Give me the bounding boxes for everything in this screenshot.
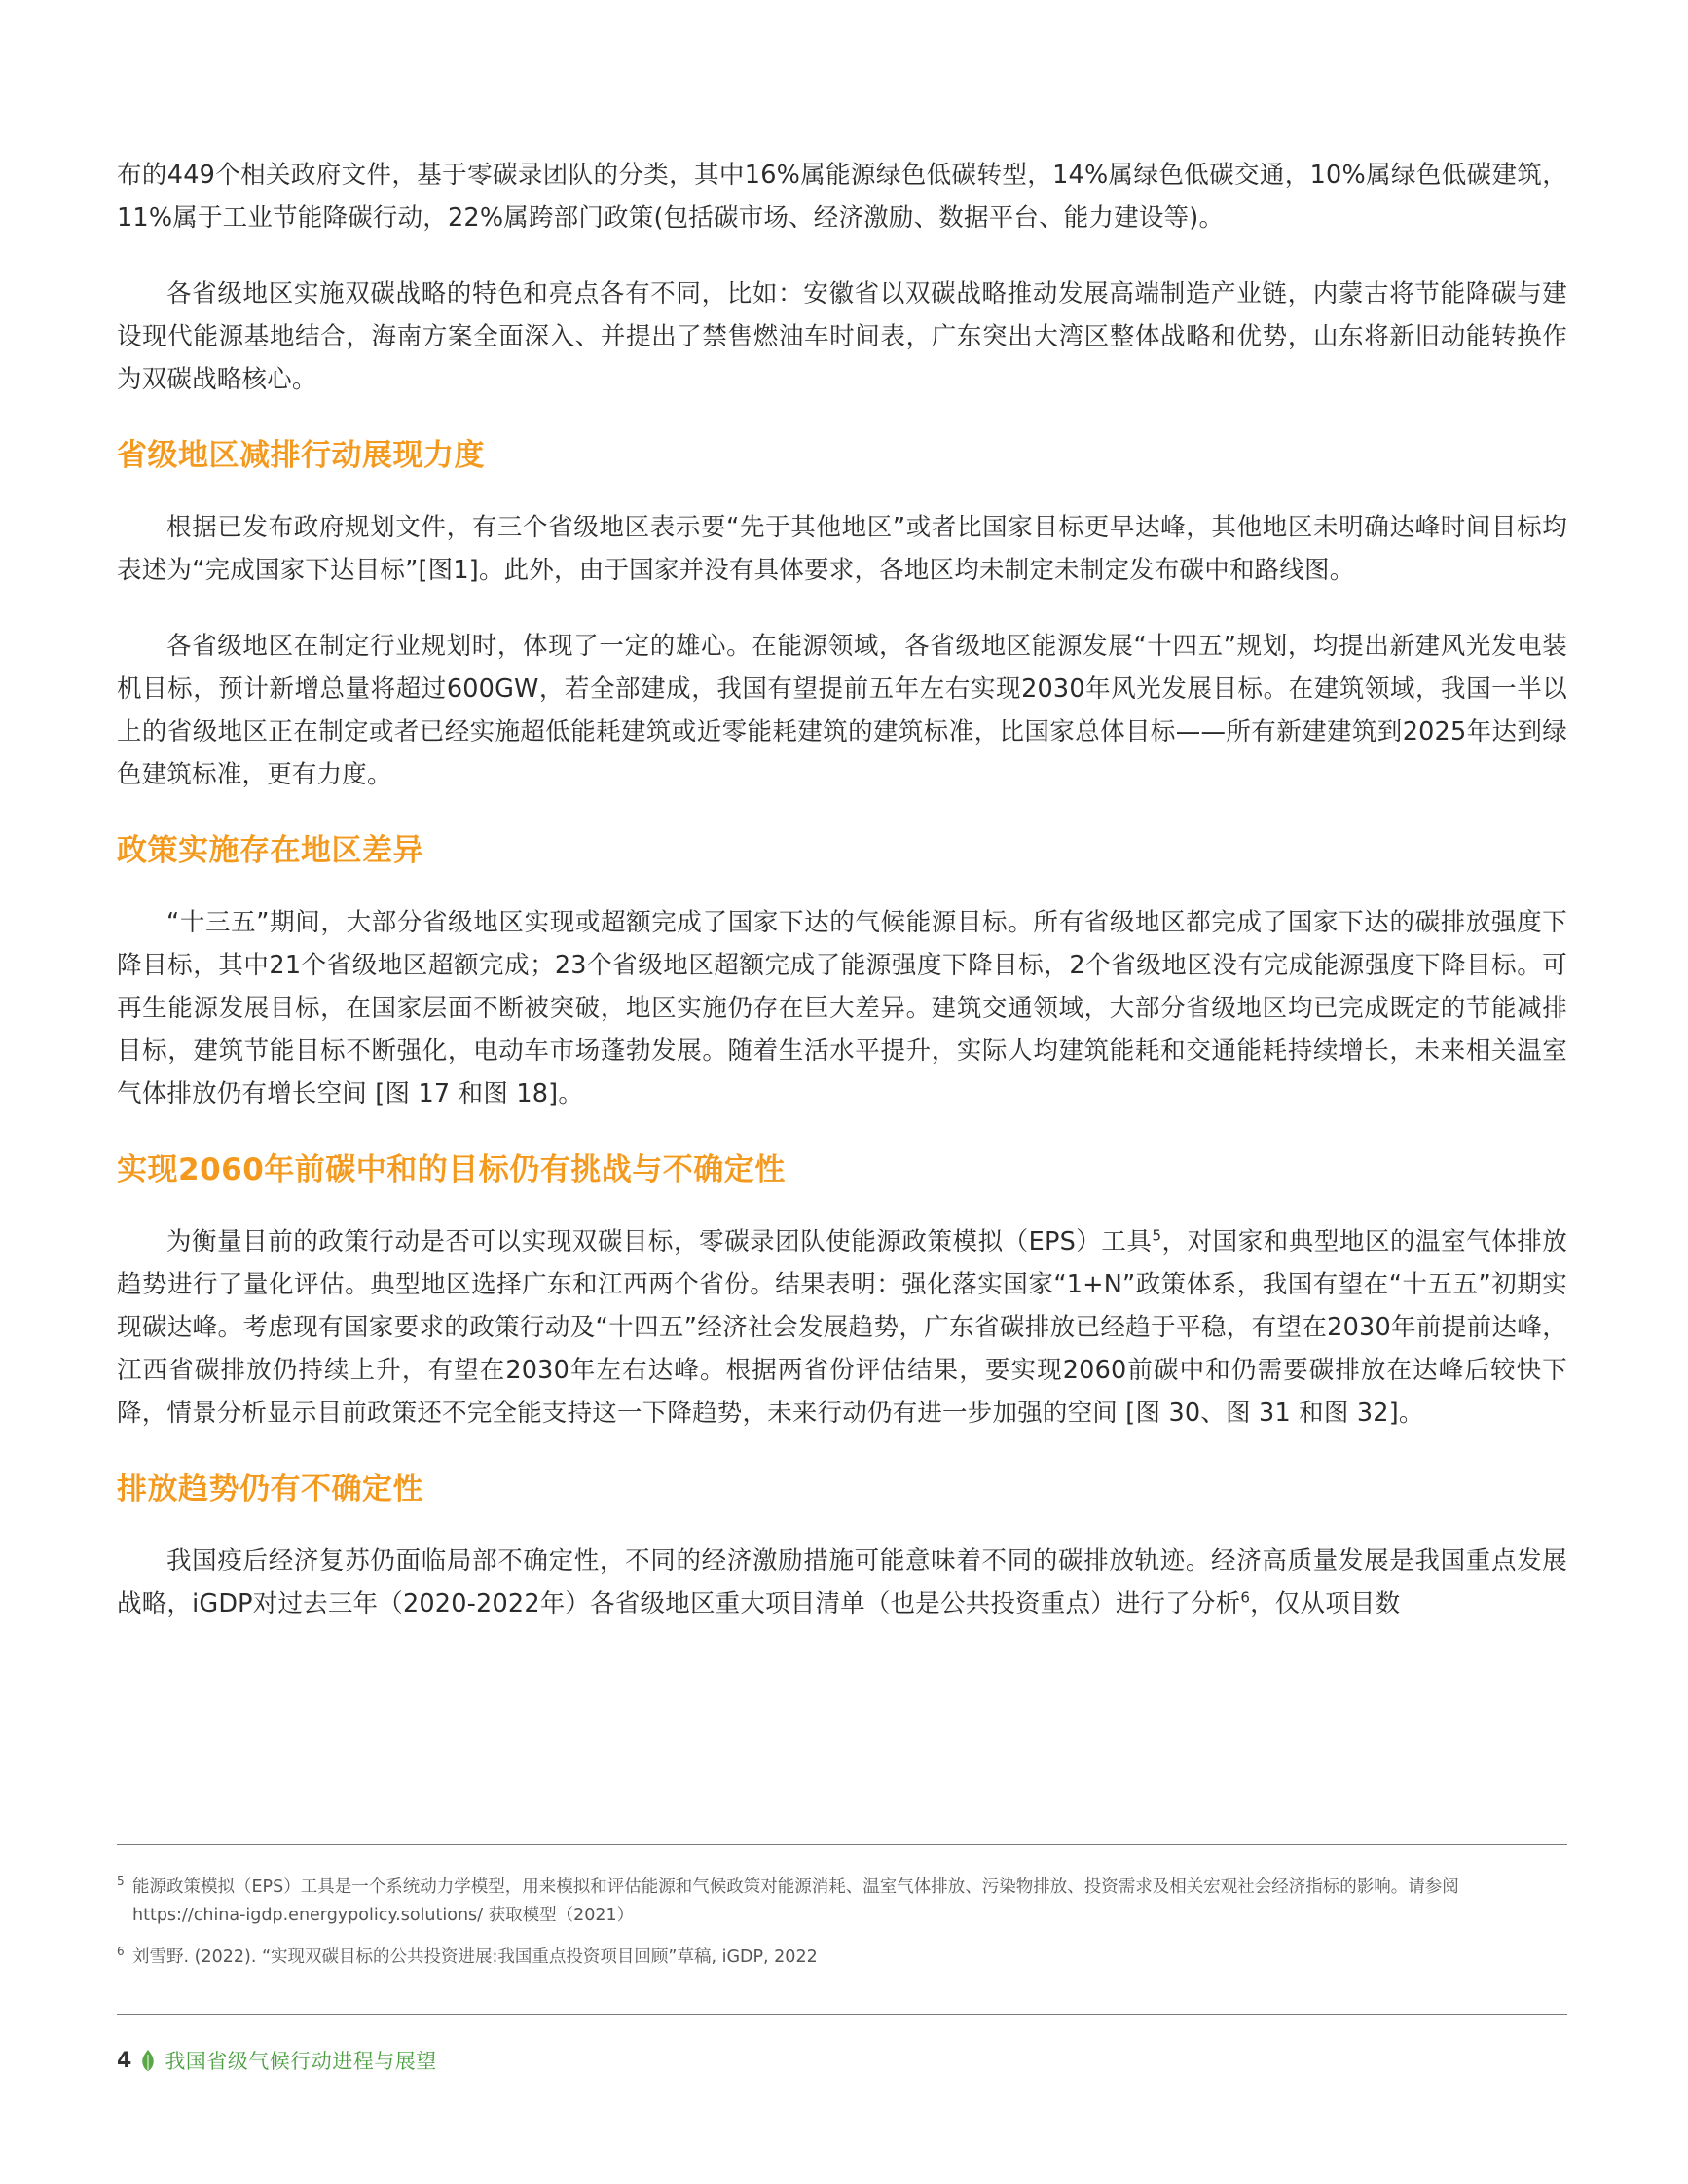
footnote-ref-6[interactable]: 6 (1240, 1588, 1251, 1607)
footer-divider (117, 2014, 1567, 2015)
page-number: 4 (117, 2048, 132, 2073)
paragraph-provincial-highlights: 各省级地区实施双碳战略的特色和亮点各有不同，比如：安徽省以双碳战略推动发展高端制造产业链，内蒙古将节能降碳与建设现代能源基地结合，海南方案全面深入、并提出了禁售燃油车时间表，广东突出大湾区整体战略和优势，山东将新旧动能转换作为双碳战略核心。 (117, 279, 1567, 394)
paragraph-recovery-text-b: ，仅从项目数 (1250, 1589, 1401, 1619)
paragraph-13th-five-year: “十三五”期间，大部分省级地区实现或超额完成了国家下达的气候能源目标。所有省级地区都完成了国家下达的碳排放强度下降目标，其中21个省级地区超额完成；23个省级地区超额完成了能源强度下降目标，2个省级地区没有完成能源强度下降目标。可再生能源发展目标，在国家层面不断被突破，地区实施仍存在巨大差异。建筑交通领域，大部分省级地区均已完成既定的节能减排目标，建筑节能目标不断强化，电动车市场蓬勃发展。随着生活水平提升，实际人均建筑能耗和交通能耗持续增长，未来相关温室气体排放仍有增长空间 [图 17 和图 18]。 (117, 908, 1567, 1109)
section-heading-emission-actions: 省级地区减排行动展现力度 (117, 438, 485, 473)
section-heading-2060-challenges: 实现2060年前碳中和的目标仍有挑战与不确定性 (117, 1152, 786, 1187)
footnote-6 (117, 1944, 1548, 1972)
page-footer (117, 2044, 437, 2077)
paragraph-policy-classification: 布的449个相关政府文件，基于零碳录团队的分类，其中16%属能源绿色低碳转型，14%属绿色低碳交通，10%属绿色低碳建筑，11%属于工业节能降碳行动，22%属跨部门政策(包括碳市场、经济激励、数据平台、能力建设等)。 (117, 161, 1567, 233)
footnote-number: 6 (117, 1945, 125, 1958)
footnote-number: 5 (117, 1875, 125, 1888)
footnote-text: 刘雪野. (2022). “实现双碳目标的公共投资进展:我国重点投资项目回顾”草稿, iGDP, 2022 (132, 1947, 818, 1967)
section-heading-emission-uncertainty: 排放趋势仍有不确定性 (117, 1472, 423, 1507)
paragraph-eps-text-a: 为衡量目前的政策行动是否可以实现双碳目标，零碳录团队使能源政策模拟（EPS）工具 (166, 1227, 1153, 1256)
paragraph-eps-assessment (117, 1220, 1567, 1435)
footnote-ref-5[interactable]: 5 (1152, 1226, 1162, 1245)
footnotes (117, 1874, 1548, 1985)
report-title: 我国省级气候行动进程与展望 (165, 2050, 437, 2073)
footnote-divider (117, 1844, 1567, 1845)
paragraph-recovery-text-a: 我国疫后经济复苏仍面临局部不确定性，不同的经济激励措施可能意味着不同的碳排放轨迹。经济高质量发展是我国重点发展战略，iGDP对过去三年（2020-2022年）各省级地区重大项目清单（也是公共投资重点）进行了分析 (117, 1547, 1567, 1619)
leaf-icon (141, 2049, 155, 2072)
main-content (117, 154, 1567, 1658)
footnote-5 (117, 1874, 1548, 1930)
paragraph-recovery-uncertainty (117, 1540, 1567, 1625)
footnote-text: 能源政策模拟（EPS）工具是一个系统动力学模型，用来模拟和评估能源和气候政策对能源消耗、温室气体排放、污染物排放、投资需求及相关宏观社会经济指标的影响。请参阅https://china-igdp.energypolicy.solutions/ 获取模型（2021） (132, 1877, 1459, 1925)
paragraph-sector-ambition: 各省级地区在制定行业规划时，体现了一定的雄心。在能源领域，各省级地区能源发展“十四五”规划，均提出新建风光发电装机目标，预计新增总量将超过600GW，若全部建成，我国有望提前五年左右实现2030年风光发展目标。在建筑领域，我国一半以上的省级地区正在制定或者已经实施超低能耗建筑或近零能耗建筑的建筑标准，比国家总体目标——所有新建建筑到2025年达到绿色建筑标准，更有力度。 (117, 632, 1567, 789)
paragraph-eps-text-b: ，对国家和典型地区的温室气体排放趋势进行了量化评估。典型地区选择广东和江西两个省份。结果表明：强化落实国家“1+N”政策体系，我国有望在“十五五”初期实现碳达峰。考虑现有国家要求的政策行动及“十四五”经济社会发展趋势，广东省碳排放已经趋于平稳，有望在2030年前提前达峰，江西省碳排放仍持续上升，有望在2030年左右达峰。根据两省份评估结果，要实现2060前碳中和仍需要碳排放在达峰后较快下降，情景分析显示目前政策还不完全能支持这一下降趋势，未来行动仍有进一步加强的空间 [图 30、图 31 和图 32]。 (117, 1227, 1567, 1428)
section-heading-regional-differences: 政策实施存在地区差异 (117, 833, 423, 868)
paragraph-peak-targets: 根据已发布政府规划文件，有三个省级地区表示要“先于其他地区”或者比国家目标更早达峰，其他地区未明确达峰时间目标均表述为“完成国家下达目标”[图1]。此外，由于国家并没有具体要求，各地区均未制定未制定发布碳中和路线图。 (117, 513, 1567, 585)
